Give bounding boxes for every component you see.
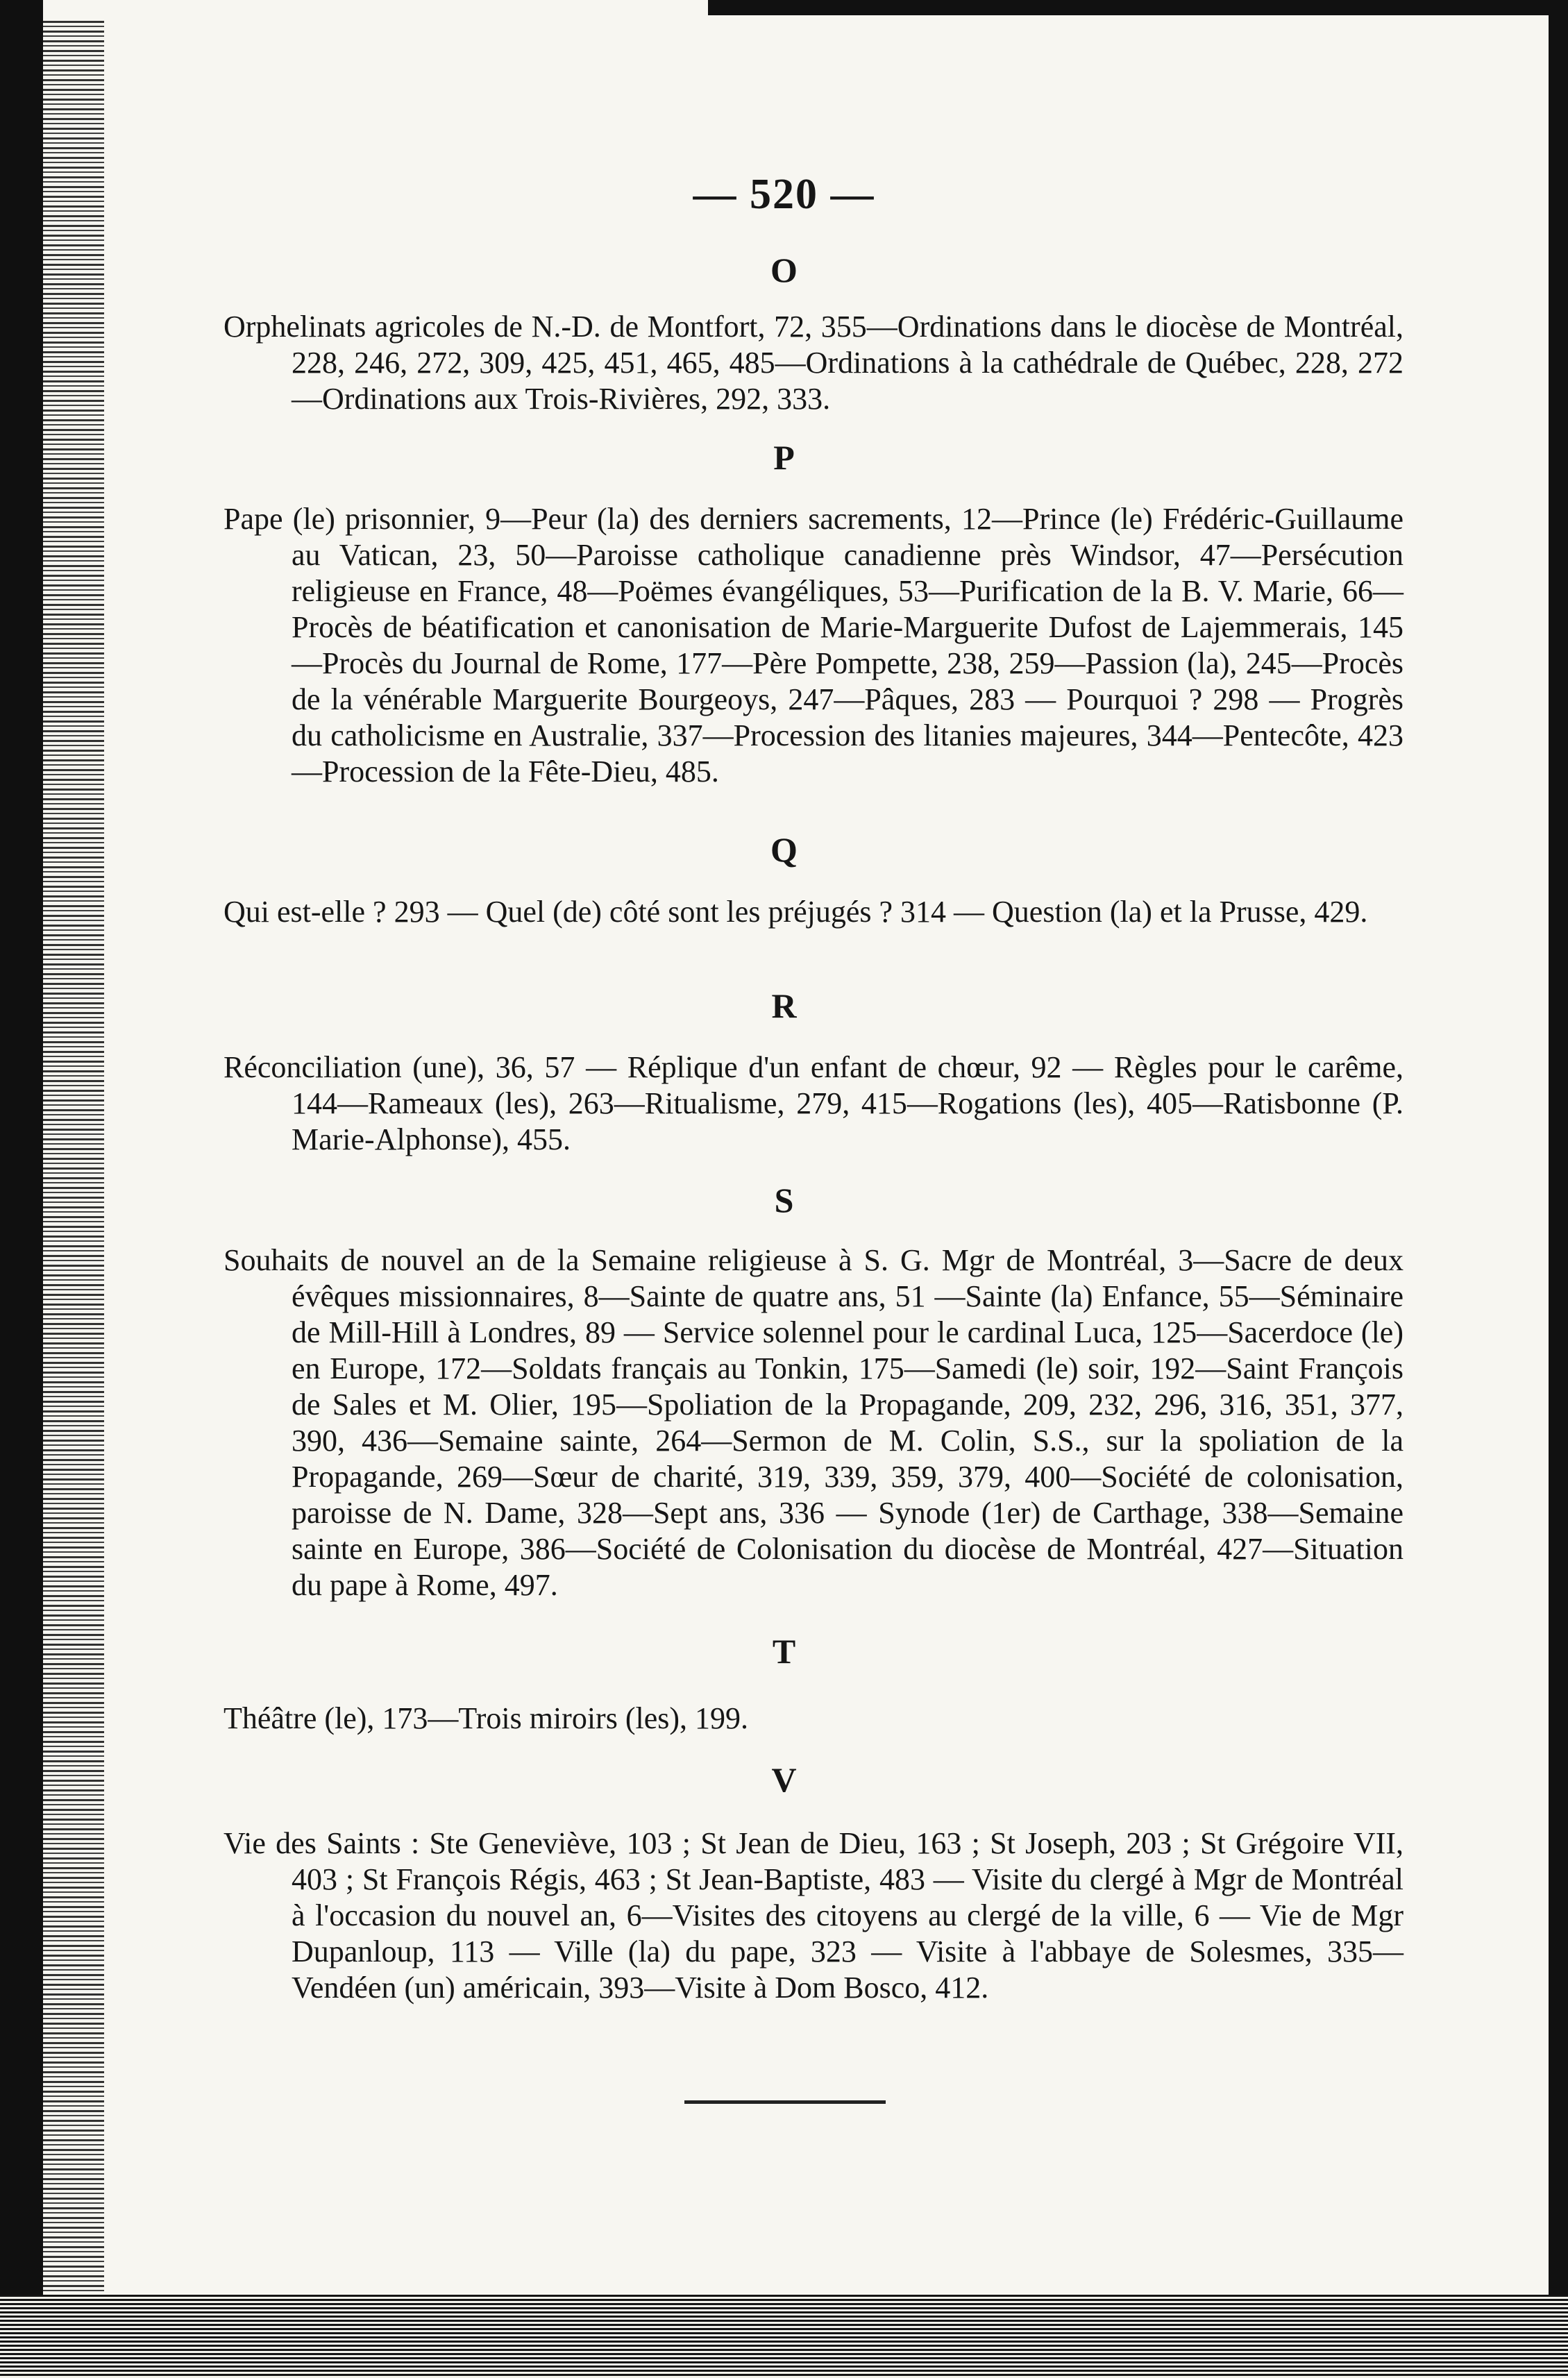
closing-rule (684, 2100, 886, 2104)
index-entry-s: Souhaits de nouvel an de la Semaine religieuse à S. G. Mgr de Montréal, 3—Sacre de deux évêques missionnaires, 8—Sainte de quatre ans, 51 —Sainte (la) Enfance, 55—Séminaire de Mill-Hill à Londres, 89 — Service solennel pour le cardinal Luca, 125—Sacerdoce (le) en Europe, 172—Soldats français au Tonkin, 175—Samedi (le) soir, 192—Saint François de Sales et M. Olier, 195—Spoliation de la Propagande, 209, 232, 296, 316, 351, 377, 390, 436—Semaine sainte, 264—Sermon de M. Colin, S.S., sur la spoliation de la Propagande, 269—Sœur de charité, 319, 339, 359, 379, 400—Société de colonisation, paroisse de N. Dame, 328—Sept ans, 336 — Synode (1er) de Carthage, 338—Semaine sainte en Europe, 386—Société de Colonisation du diocèse de Montréal, 427—Situation du pape à Rome, 497. (224, 1243, 1403, 1602)
index-entry-q: Qui est-elle ? 293 — Quel (de) côté sont les préjugés ? 314 — Question (la) et la Prusse, 429. (224, 895, 1368, 929)
section-letter-r: R (771, 986, 797, 1025)
bottom-scan-edge (0, 2295, 1568, 2378)
page-number: — 520 — (693, 171, 875, 218)
index-entry-t: Théâtre (le), 173—Trois miroirs (les), 199. (224, 1701, 749, 1735)
section-letter-o: O (770, 251, 798, 289)
index-entry-p: Pape (le) prisonnier, 9—Peur (la) des derniers sacrements, 12—Prince (le) Frédéric-Guillaume au Vatican, 23, 50—Paroisse catholique canadienne près Windsor, 47—Persécution religieuse en France, 48—Poëmes évangéliques, 53—Purification de la B. V. Marie, 66—Procès de béatification et canonisation de Marie-Marguerite Dufost de Lajemmerais, 145—Procès du Journal de Rome, 177—Père Pompette, 238, 259—Passion (la), 245—Procès de la vénérable Marguerite Bourgeoys, 247—Pâques, 283 — Pourquoi ? 298 — Progrès du catholicisme en Australie, 337—Procession des litanies majeures, 344—Pentecôte, 423—Procession de la Fête-Dieu, 485. (224, 502, 1403, 789)
index-entry-v: Vie des Saints : Ste Geneviève, 103 ; St Jean de Dieu, 163 ; St Joseph, 203 ; St Grégoire VII, 403 ; St François Régis, 463 ; St Jean-Baptiste, 483 — Visite du clergé à Mgr de Montréal à l'occasion du nouvel an, 6—Visites des citoyens au clergé de la ville, 6 — Vie de Mgr Dupanloup, 113 — Ville (la) du pape, 323 — Visite à l'abbaye de Solesmes, 335—Vendéen (un) américain, 393—Visite à Dom Bosco, 412. (224, 1826, 1403, 2005)
section-letter-s: S (774, 1181, 794, 1220)
section-letter-q: Q (770, 830, 798, 869)
section-letter-p: P (773, 438, 795, 477)
section-letter-v: V (771, 1760, 797, 1799)
index-entry-o: Orphelinats agricoles de N.-D. de Montfort, 72, 355—Ordinations dans le diocèse de Montréal, 228, 246, 272, 309, 425, 451, 465, 485—Ordinations à la cathédrale de Québec, 228, 272—Ordinations aux Trois-Rivières, 292, 333. (224, 310, 1403, 416)
section-letter-t: T (772, 1632, 796, 1671)
index-entry-r: Réconciliation (une), 36, 57 — Réplique d'un enfant de chœur, 92 — Règles pour le carême, 144—Rameaux (les), 263—Ritualisme, 279, 415—Rogations (les), 405—Ratisbonne (P. Marie-Alphonse), 455. (224, 1050, 1403, 1156)
top-scan-edge (708, 0, 1568, 15)
